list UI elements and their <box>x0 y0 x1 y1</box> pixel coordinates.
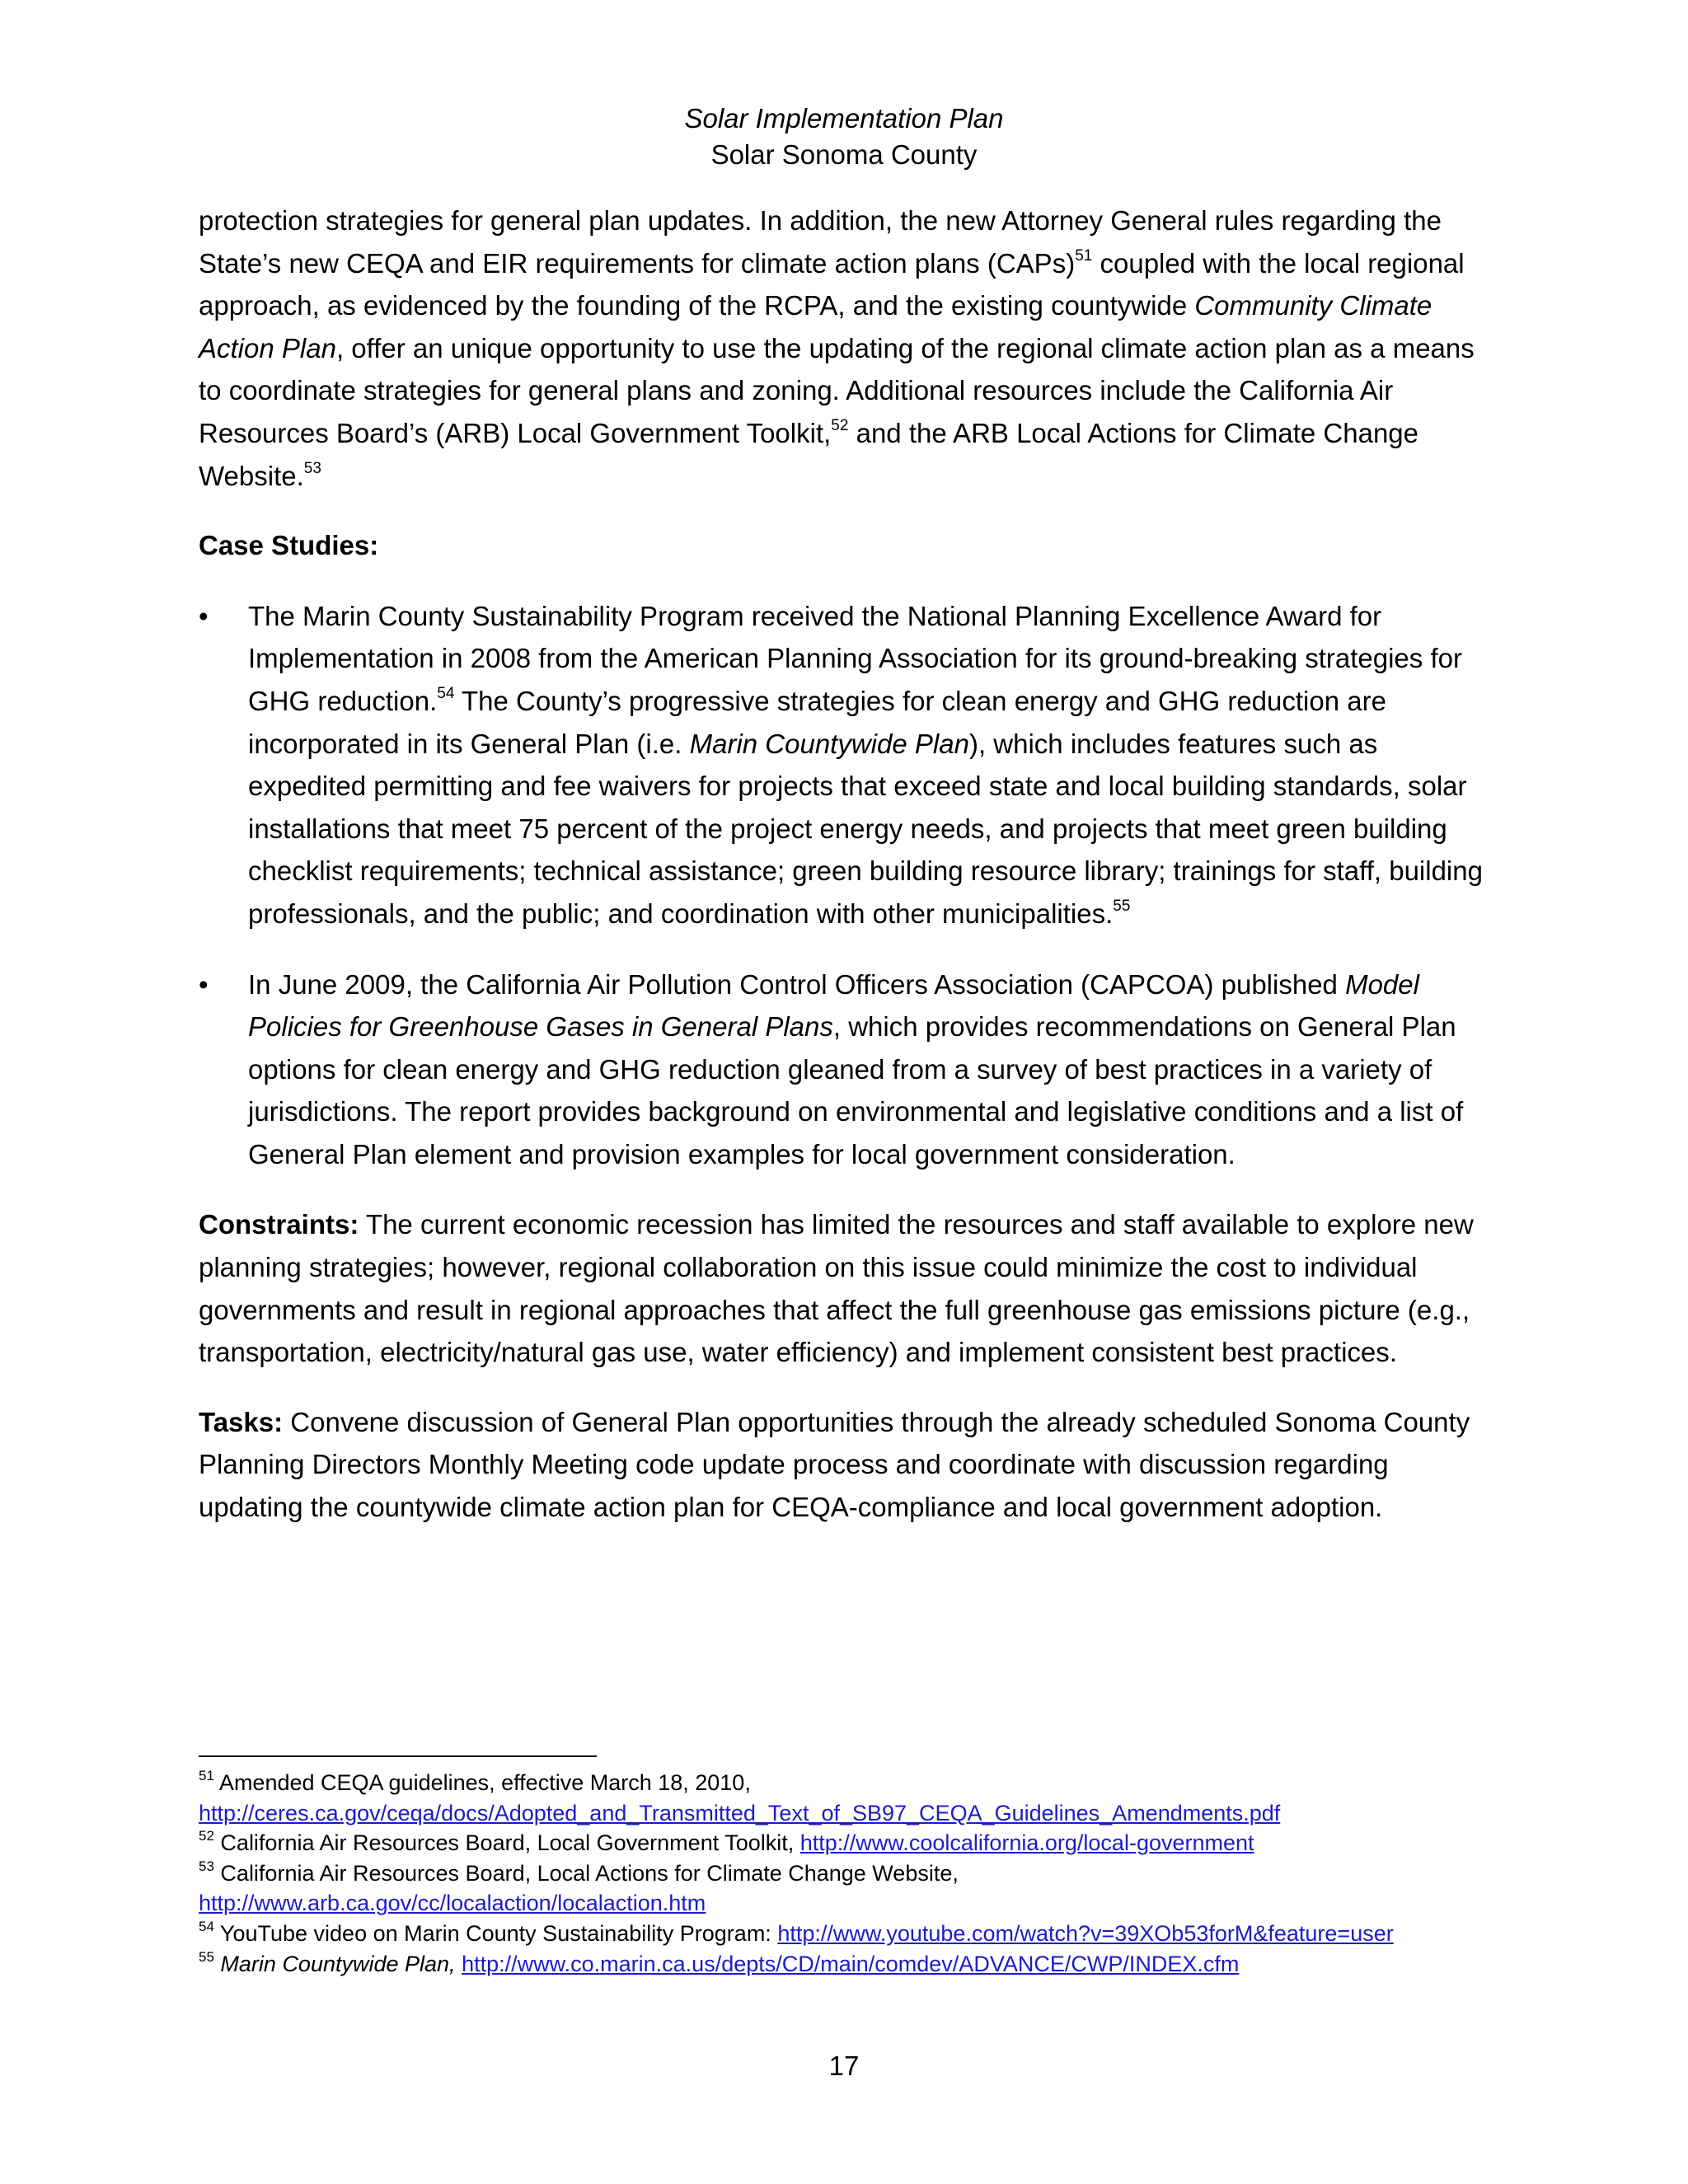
footnote-54: $^{54}$ YouTube video on Marin County Sustainability Program: http://www.youtube.com/watch?v=39XOb53forM&feature=user <box>199 1918 1394 1946</box>
footnote-52-link[interactable]: http://www.coolcalifornia.org/local-government <box>799 1830 1254 1856</box>
constraints-paragraph: Constraints: The current economic recession has limited the resources and staff available to explore new planning strategies; however, regional collaboration on this issue could minimize the cost to individual governments and result in regional approaches that affect the full greenhouse gas emissions picture (e.g., transportation, electricity/natural gas use, water efficiency) and implement consistent best practices. <box>199 1209 1474 1368</box>
bullet-icon: • <box>199 968 209 1000</box>
footnote-55-link[interactable]: http://www.co.marin.ca.us/depts/CD/main/comdev/ADVANCE/CWP/INDEX.cfm <box>462 1951 1240 1976</box>
body-text <box>199 199 1493 1529</box>
footnote-ref-51[interactable]: 51 <box>1075 246 1093 265</box>
header-title: Solar Implementation Plan <box>684 103 1004 134</box>
footnote-51-link[interactable]: http://ceres.ca.gov/ceqa/docs/Adopted_and_Transmitted_Text_of_SB97_CEQA_Guidelines_Amendments.pdf <box>199 1800 1281 1825</box>
footnote-ref-53[interactable]: 53 <box>303 459 321 477</box>
intro-paragraph: protection strategies for general plan updates. In addition, the new Attorney General rules regarding the State’s new CEQA and EIR requirements for climate action plans (CAPs)$^{51}$ coupled with the local regional approach, as evidenced by the founding of the RCPA, and the existing countywide Community Climate Action Plan, offer an unique opportunity to use the updating of the regional climate action plan as a means to coordinate strategies for general plans and zoning. Additional resources include the California Air Resources Board’s (ARB) Local Government Toolkit,$^{52}$ and the ARB Local Actions for Climate Change Website.$^{53}$ <box>199 205 1475 491</box>
list-item: • The Marin County Sustainability Program received the National Planning Excellence Award for Implementation in 2008 from the American Planning Association for its ground-breaking strategies for GHG reduction.$^{54}$ The County’s progressive strategies for clean energy and GHG reduction are incorporated in its General Plan (i.e. Marin Countywide Plan), which includes features such as expedited permitting and fee waivers for projects that exceed state and local building standards, solar installations that meet 75 percent of the project energy needs, and projects that meet green building checklist requirements; technical assistance; green building resource library; trainings for staff, building professionals, and the public; and coordination with other municipalities.$^{55}$ <box>199 595 1493 935</box>
case-studies-list <box>199 595 1493 1176</box>
footnote-53: $^{53}$ California Air Resources Board, Local Actions for Climate Change Website, <box>199 1858 959 1886</box>
list-item: • In June 2009, the California Air Pollution Control Officers Association (CAPCOA) published Model Policies for Greenhouse Gases in General Plans, which provides recommendations on General Plan options for clean energy and GHG reduction gleaned from a survey of best practices in a variety of jurisdictions. The report provides background on environmental and legislative conditions and a list of General Plan element and provision examples for local government consideration. <box>199 963 1493 1176</box>
footnote-55: $^{55}$ Marin Countywide Plan, http://www.co.marin.ca.us/depts/CD/main/comdev/ADVANCE/CWP/INDEX.cfm <box>199 1948 1240 1976</box>
bullet-icon: • <box>199 600 209 631</box>
footnote-separator <box>199 1755 597 1757</box>
footnote-ref-54[interactable]: 54 <box>437 684 455 702</box>
header-subtitle: Solar Sonoma County <box>710 139 978 170</box>
footnote-ref-52[interactable]: 52 <box>831 416 849 434</box>
constraints-label: Constraints: <box>199 1209 359 1240</box>
tasks-paragraph: Tasks: Convene discussion of General Plan opportunities through the already scheduled Sonoma County Planning Directors Monthly Meeting code update process and coordinate with discussion regarding updating the countywide climate action plan for CEQA-compliance and local government adoption. <box>199 1406 1470 1523</box>
footnote-53-link[interactable]: http://www.arb.ca.gov/cc/localaction/localaction.htm <box>199 1891 706 1916</box>
footnote-52: $^{52}$ California Air Resources Board, Local Government Toolkit, http://www.coolcalifornia.org/local-government <box>199 1828 1254 1856</box>
footnotes <box>199 1768 1517 1979</box>
footnote-51: $^{51}$ Amended CEQA guidelines, effective March 18, 2010, <box>199 1768 751 1795</box>
case-studies-heading: Case Studies: <box>199 530 379 561</box>
page-number: 17 <box>828 2050 860 2081</box>
tasks-label: Tasks: <box>199 1406 284 1437</box>
footnote-ref-55[interactable]: 55 <box>1113 897 1131 915</box>
footnote-54-link[interactable]: http://www.youtube.com/watch?v=39XOb53forM&feature=user <box>777 1920 1394 1946</box>
